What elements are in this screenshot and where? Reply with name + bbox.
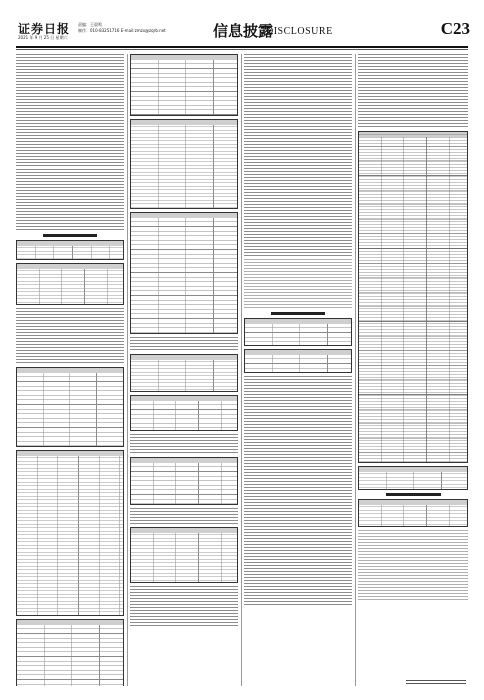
masthead [8,18,476,48]
body-text-block [244,54,352,256]
contact-line: 制作：010-83251716 E-mail:zmzx@zqrb.net [78,28,166,33]
body-text-block [130,508,238,524]
data-table [16,263,124,305]
signature-block [406,678,466,684]
data-table [16,450,124,616]
data-table [130,119,238,209]
table-title [386,493,441,496]
body-text-block [16,308,124,364]
section-title-english: DISCLOSURE [266,26,333,37]
table-title [43,234,97,237]
body-text-block [16,169,124,231]
body-text-block [130,586,238,626]
column-4 [358,54,468,686]
editor-info [78,22,166,34]
body-text-block [244,259,352,309]
table-title [271,312,325,315]
body-text-block [358,54,468,128]
masthead-rule-thin [16,49,468,50]
data-table [244,349,352,373]
column-3 [244,54,352,686]
data-table [130,354,238,392]
data-table [358,466,468,490]
data-table [130,212,238,334]
masthead-rule [16,46,468,48]
data-table [16,367,124,447]
column-divider [355,54,356,686]
data-table [358,131,468,463]
data-table [16,240,124,260]
data-table [130,54,238,116]
body-text-block [130,337,238,351]
body-text-block [130,434,238,454]
data-table [130,527,238,583]
column-divider [127,54,128,686]
body-text-block [16,54,124,166]
body-text-block [358,530,468,600]
section-title: 信息披露 [213,22,274,40]
newspaper-logo: 证券日报 [18,22,71,36]
column-divider [241,54,242,686]
issue-date: 2021 年 9 月 25 日 星期六 [18,35,68,40]
column-1 [16,54,124,686]
editor-line: 责编：王晨鸣 [78,22,102,27]
data-table [130,457,238,505]
data-table [16,619,124,686]
data-table [130,395,238,431]
page-number: C23 [440,19,470,38]
column-2 [130,54,238,686]
data-table [244,318,352,346]
data-table [358,499,468,527]
body-text-block [244,376,352,606]
